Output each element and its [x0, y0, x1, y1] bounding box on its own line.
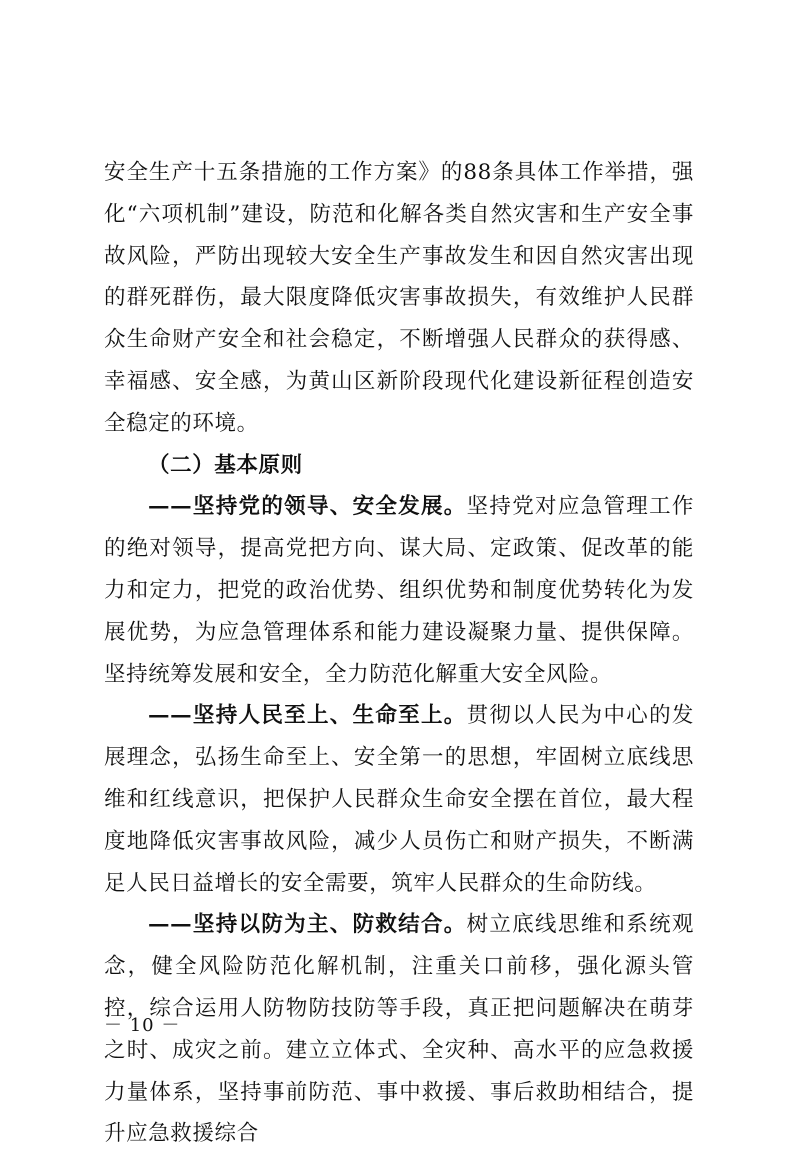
continuation-paragraph: 安全生产十五条措施的工作方案》的88条具体工作举措，强化“六项机制”建设，防范和化解各类自然灾害和生产安全事故风险，严防出现较大安全生产事故发生和因自然灾害出现的群死群伤，最大限度降低灾害事故损失，有效维护人民群众生命财产安全和社会稳定，不断增强人民群众的获得感、幸福感、安全感，为黄山区新阶段现代化建设新征程创造安全稳定的环境。: [104, 160, 694, 436]
principle-paragraph-prevention-first: [104, 904, 694, 1155]
principle-lead: ——坚持党的领导、安全发展。: [148, 494, 467, 520]
principle-text: 树立底线思维和系统观念，健全风险防范化解机制，注重关口前移，强化源头管控，综合运用人防物防技防等手段，真正把问题解决在萌芽之时、成灾之前。建立立体式、全灾种、高水平的应急救援力量体系，坚持事前防范、事中救援、事后救助相结合，提升应急救援综合: [104, 912, 694, 1147]
principle-lead: ——坚持以防为主、防救结合。: [148, 912, 467, 938]
principle-lead: ——坚持人民至上、生命至上。: [148, 703, 467, 729]
section-heading: （二）基本原则: [148, 452, 303, 478]
principle-text: 坚持党对应急管理工作的绝对领导，提高党把方向、谋大局、定政策、促改革的能力和定力，把党的政治优势、组织优势和制度优势转化为发展优势，为应急管理体系和能力建设凝聚力量、提供保障。坚持统筹发展和安全，全力防范化解重大安全风险。: [104, 494, 694, 687]
principle-paragraph-people-first: [104, 695, 694, 904]
principle-paragraph-party-leadership: [104, 486, 694, 695]
document-body: [104, 152, 694, 1155]
principle-text: 贯彻以人民为中心的发展理念，弘扬生命至上、安全第一的思想，牢固树立底线思维和红线意识，把保护人民群众生命安全摆在首位，最大程度地降低灾害事故风险，减少人员伤亡和财产损失，不断满足人民日益增长的安全需要，筑牢人民群众的生命防线。: [104, 703, 694, 896]
page-number: － 10 －: [104, 1015, 181, 1036]
